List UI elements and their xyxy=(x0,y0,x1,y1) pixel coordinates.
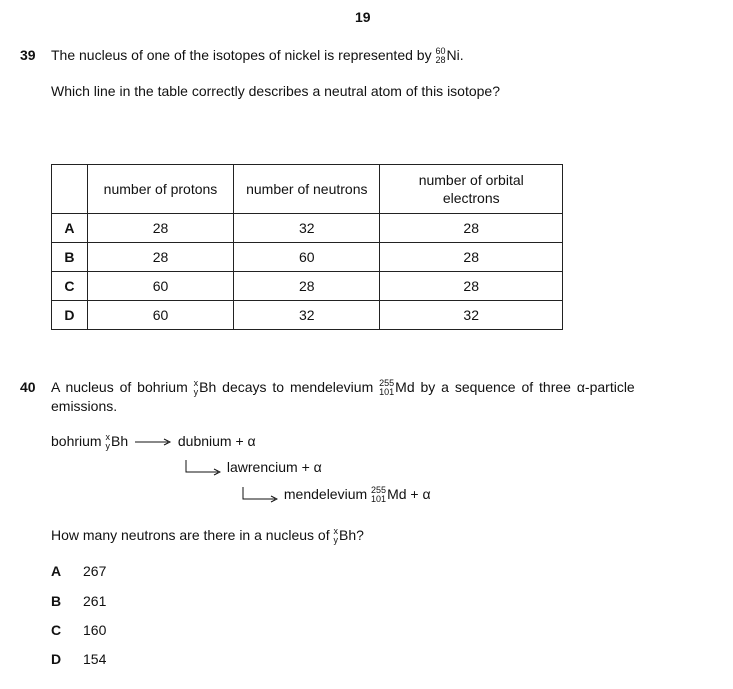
option-letter: A xyxy=(51,563,62,579)
option-letter: D xyxy=(51,651,62,667)
bh-isotope-notation xyxy=(334,527,339,545)
neutrons-cell: 28 xyxy=(234,272,380,301)
decay-step-2 xyxy=(185,459,322,477)
md-atomic-number: 101 xyxy=(379,387,395,398)
q40-stem-c: by a sequence of three α-particle xyxy=(420,379,635,395)
q40-stem-b: decays to mendelevium xyxy=(222,379,374,395)
table-corner-cell xyxy=(52,165,88,214)
bh-mass-number: x xyxy=(105,432,110,443)
q39-table xyxy=(51,164,563,330)
decay-product-1: dubnium + α xyxy=(177,433,256,449)
bh-atomic-number: y xyxy=(193,387,199,398)
row-label: B xyxy=(52,243,88,272)
table-header-row xyxy=(52,165,563,214)
protons-cell: 60 xyxy=(87,301,233,330)
protons-cell: 28 xyxy=(87,243,233,272)
neutrons-cell: 32 xyxy=(234,301,380,330)
q39-stem xyxy=(51,47,464,65)
table-row xyxy=(52,272,563,301)
decay-product-2: lawrencium + α xyxy=(226,459,322,475)
ni-atomic-number: 28 xyxy=(435,55,446,66)
bh-atomic-number: y xyxy=(333,535,338,546)
decay-product-3-name: mendelevium xyxy=(283,486,368,502)
option-text: 160 xyxy=(83,622,107,638)
neutrons-cell: 60 xyxy=(234,243,380,272)
q40-stem xyxy=(51,379,711,397)
header-neutrons: number of neutrons xyxy=(234,165,380,214)
q40-question-mark: ? xyxy=(356,527,364,543)
table-row xyxy=(52,301,563,330)
q40-question xyxy=(51,527,364,545)
electrons-cell: 28 xyxy=(380,214,563,243)
bh-isotope-notation xyxy=(194,379,199,397)
header-protons: number of protons xyxy=(87,165,233,214)
row-label: A xyxy=(52,214,88,243)
protons-cell: 60 xyxy=(87,272,233,301)
q40-stem-a: A nucleus of bohrium xyxy=(51,379,188,395)
ni-mass-number: 60 xyxy=(435,46,446,57)
neutrons-cell: 32 xyxy=(234,214,380,243)
decay-step-3 xyxy=(242,486,431,504)
row-label: D xyxy=(52,301,88,330)
md-atomic-number: 101 xyxy=(371,494,387,505)
header-orbital-electrons: number of orbital electrons xyxy=(380,165,563,214)
md-mass-number: 255 xyxy=(371,485,387,496)
bh-symbol: Bh xyxy=(199,379,217,395)
ni-isotope-notation xyxy=(435,47,445,65)
right-arrow-icon xyxy=(134,437,172,447)
answer-option[interactable] xyxy=(51,563,106,579)
bh-symbol: Bh xyxy=(110,433,129,449)
answer-option[interactable] xyxy=(51,651,106,667)
option-text: 261 xyxy=(83,593,107,609)
q39-question: Which line in the table correctly describes a neutral atom of this isotope? xyxy=(51,83,501,99)
md-isotope-notation xyxy=(379,379,394,397)
protons-cell: 28 xyxy=(87,214,233,243)
decay-start-name: bohrium xyxy=(51,433,102,449)
bh-isotope-notation xyxy=(105,433,110,451)
electrons-cell: 28 xyxy=(380,243,563,272)
ni-symbol: Ni. xyxy=(446,47,464,63)
option-letter: B xyxy=(51,593,62,609)
page-number: 19 xyxy=(355,9,371,25)
bh-mass-number: x xyxy=(193,378,199,389)
decay-step-1 xyxy=(51,433,256,451)
branch-arrow-icon xyxy=(242,486,278,504)
option-letter: C xyxy=(51,622,62,638)
q40-stem-continued: emissions. xyxy=(51,398,118,414)
option-text: 154 xyxy=(83,651,107,667)
bh-atomic-number: y xyxy=(105,441,110,452)
table-row xyxy=(52,243,563,272)
answer-option[interactable] xyxy=(51,593,106,609)
answer-option[interactable] xyxy=(51,622,106,638)
bh-mass-number: x xyxy=(333,526,338,537)
md-mass-number: 255 xyxy=(379,378,395,389)
electrons-cell: 28 xyxy=(380,272,563,301)
q40-question-text: How many neutrons are there in a nucleus of xyxy=(51,527,330,543)
option-text: 267 xyxy=(83,563,107,579)
md-symbol: Md xyxy=(387,486,407,502)
q39-number: 39 xyxy=(20,47,36,63)
md-isotope-notation xyxy=(371,486,386,504)
table-row xyxy=(52,214,563,243)
q39-stem-text: The nucleus of one of the isotopes of nickel is represented by xyxy=(51,47,432,63)
q40-number: 40 xyxy=(20,379,36,395)
electrons-cell: 32 xyxy=(380,301,563,330)
branch-arrow-icon xyxy=(185,459,221,477)
row-label: C xyxy=(52,272,88,301)
bh-symbol: Bh xyxy=(339,527,357,543)
decay-product-3-tail: + α xyxy=(410,486,431,502)
md-symbol: Md xyxy=(395,379,415,395)
